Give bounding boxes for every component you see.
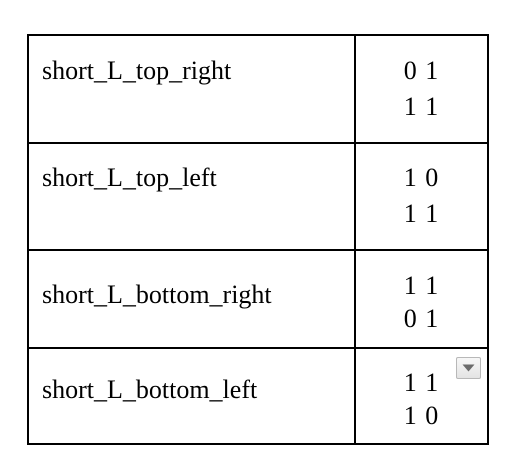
shape-name: short_L_bottom_left: [42, 375, 258, 404]
column-divider: [354, 36, 356, 445]
shape-name-cell: [42, 250, 352, 348]
pattern-row-2: 1 1: [403, 92, 440, 121]
shape-name-cell: [42, 348, 352, 445]
pattern-row-2: 1 1: [403, 199, 440, 228]
chevron-down-icon: [462, 364, 475, 372]
shape-pattern-cell: [356, 143, 487, 250]
shape-name: short_L_top_right: [42, 56, 232, 85]
shape-pattern-cell: [356, 36, 487, 143]
shape-name-cell: [42, 143, 352, 250]
pattern-row-1: 0 1: [403, 56, 440, 85]
shape-pattern-table: [27, 34, 489, 445]
pattern-row-2: 1 0: [403, 401, 440, 430]
shape-name-cell: [42, 36, 352, 143]
shape-name: short_L_top_left: [42, 163, 217, 192]
pattern-row-2: 0 1: [403, 304, 440, 333]
table-row: [29, 250, 487, 348]
shape-pattern-cell: [356, 250, 487, 348]
table-row: [29, 348, 487, 445]
pattern-row-1: 1 1: [403, 271, 440, 300]
table-row: [29, 36, 487, 143]
table-row: [29, 143, 487, 250]
shape-name: short_L_bottom_right: [42, 280, 272, 309]
pattern-row-1: 1 0: [403, 163, 440, 192]
cell-dropdown-button[interactable]: [456, 357, 481, 379]
pattern-row-1: 1 1: [403, 368, 440, 397]
